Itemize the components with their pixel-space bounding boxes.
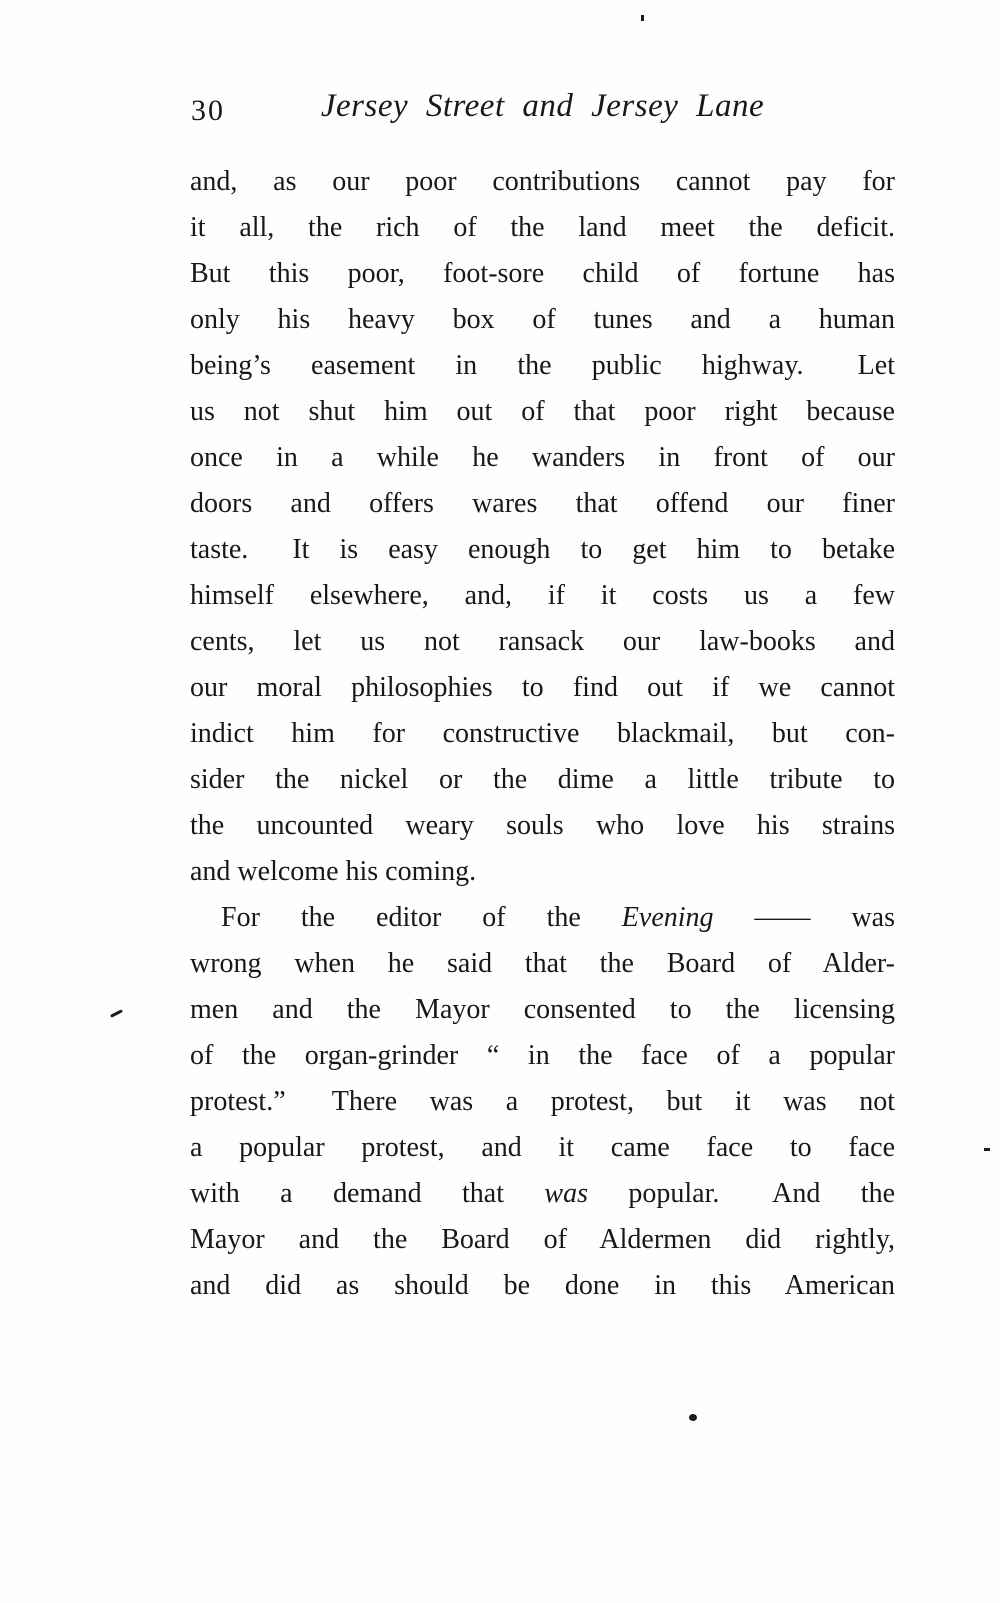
page-number: 30 (191, 94, 225, 127)
text-line: doors and offers wares that offend our finer (190, 488, 895, 519)
scan-speck-top (641, 15, 644, 21)
italic-emphasis-was: was (544, 1178, 588, 1209)
text-line (190, 895, 895, 941)
running-head (190, 86, 895, 134)
text-line: our moral philosophies to find out if we cannot (190, 672, 895, 703)
text-line: indict him for constructive blackmail, but con- (190, 718, 895, 749)
paragraph-1 (190, 159, 895, 895)
text-line: Mayor and the Board of Aldermen did rightly, (190, 1224, 895, 1255)
text-segment: popular. And the (587, 1178, 896, 1209)
text-line-paragraph-end: and welcome his coming. (190, 856, 477, 887)
running-title: Jersey Street and Jersey Lane (320, 88, 765, 124)
text-segment: with a demand that (190, 1178, 545, 1209)
text-line: us not shut him out of that poor right because (190, 396, 895, 427)
text-line: and, as our poor contributions cannot pay for (190, 166, 895, 197)
text-segment: —— was (713, 902, 896, 933)
text-line (190, 1171, 895, 1217)
text-line: being’s easement in the public highway. Let (190, 350, 895, 381)
text-line: and did as should be done in this American (190, 1270, 895, 1301)
text-line: But this poor, foot-sore child of fortune has (190, 258, 895, 289)
scan-speck-left-margin (110, 1009, 123, 1018)
scan-speck-bottom (689, 1414, 697, 1421)
text-line: it all, the rich of the land meet the deficit. (190, 212, 895, 243)
text-line: of the organ-grinder “ in the face of a popular (190, 1040, 895, 1071)
paragraph-2 (190, 895, 895, 1309)
text-line: cents, let us not ransack our law-books and (190, 626, 895, 657)
text-line: a popular protest, and it came face to face (190, 1132, 895, 1163)
text-line: once in a while he wanders in front of our (190, 442, 895, 473)
scan-speck-right-margin (984, 1148, 990, 1151)
text-line: sider the nickel or the dime a little tribute to (190, 764, 895, 795)
italic-title-evening: Evening (621, 902, 714, 933)
page-body (190, 159, 895, 1309)
text-segment: For the editor of the (221, 902, 622, 933)
text-line: taste. It is easy enough to get him to betake (190, 534, 895, 565)
text-line: men and the Mayor consented to the licensing (190, 994, 895, 1025)
text-line: protest.” There was a protest, but it was not (190, 1086, 895, 1117)
text-line: only his heavy box of tunes and a human (190, 304, 895, 335)
text-line: the uncounted weary souls who love his strains (190, 810, 895, 841)
text-line: himself elsewhere, and, if it costs us a few (190, 580, 895, 611)
text-line: wrong when he said that the Board of Alder- (190, 948, 895, 979)
